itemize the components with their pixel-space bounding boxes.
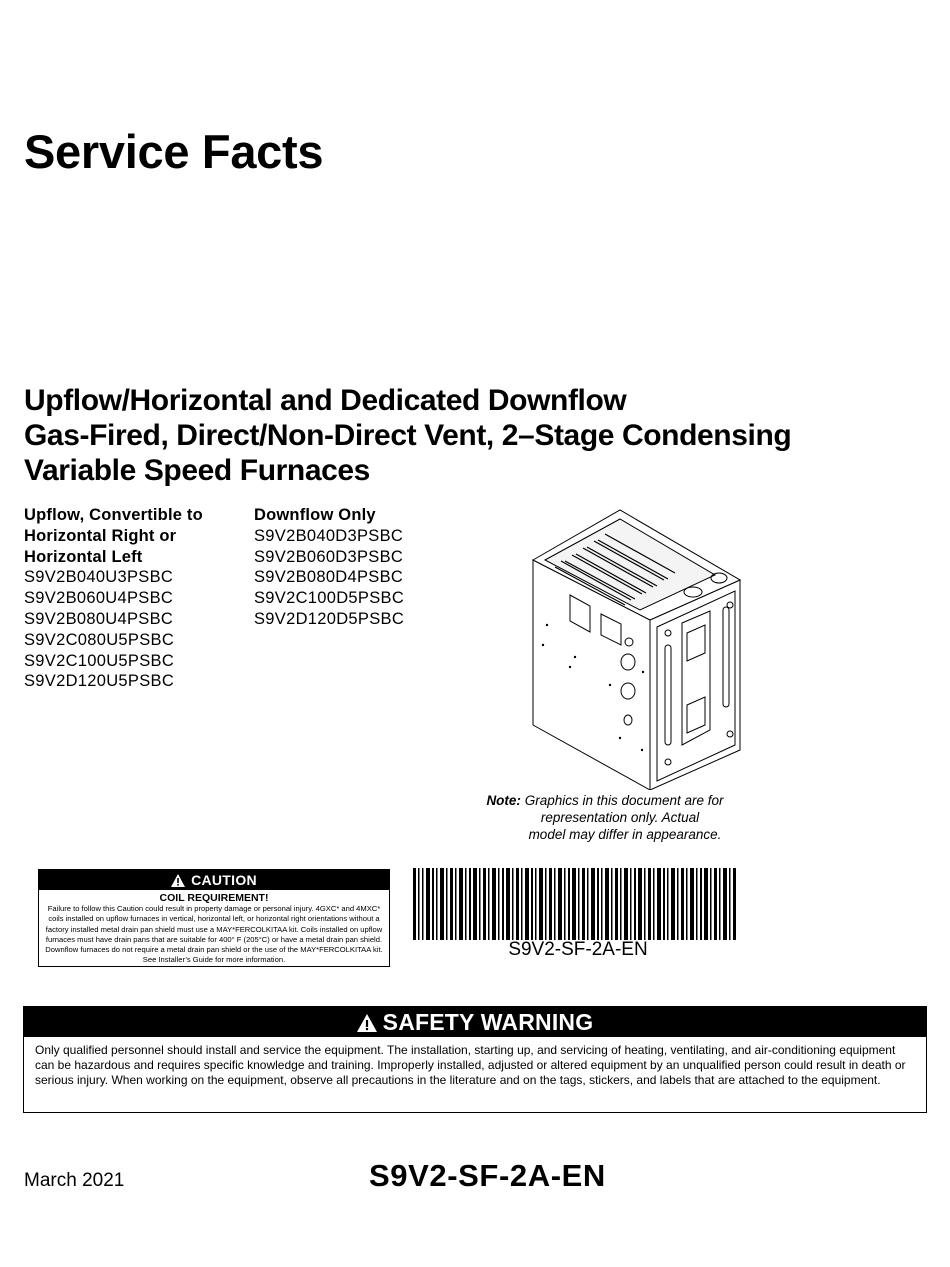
downflow-header: Downflow Only bbox=[254, 506, 376, 524]
model-number: S9V2B080D4PSBC bbox=[254, 568, 404, 587]
caution-header bbox=[39, 870, 389, 890]
upflow-models-list bbox=[24, 505, 203, 692]
note-line: Graphics in this document are for bbox=[524, 793, 724, 808]
model-number: S9V2D120D5PSBC bbox=[254, 609, 405, 628]
note-line: model may differ in appearance. bbox=[528, 827, 722, 842]
model-number: S9V2C100U5PSBC bbox=[24, 651, 175, 670]
subtitle-line: Variable Speed Furnaces bbox=[24, 454, 370, 487]
caution-box bbox=[38, 869, 390, 967]
upflow-header-line: Horizontal Left bbox=[24, 547, 143, 566]
model-number: S9V2D120U5PSBC bbox=[24, 672, 175, 691]
model-number: S9V2B040U3PSBC bbox=[24, 568, 174, 587]
model-number: S9V2B040D3PSBC bbox=[254, 526, 404, 545]
subtitle-line: Upflow/Horizontal and Dedicated Downflow bbox=[24, 384, 627, 417]
downflow-models-list bbox=[254, 505, 404, 630]
model-number: S9V2B060U4PSBC bbox=[24, 589, 174, 608]
warning-triangle-icon bbox=[357, 1014, 377, 1032]
safety-warning-heading: SAFETY WARNING bbox=[382, 1009, 594, 1035]
barcode bbox=[413, 868, 736, 940]
note-line: representation only. Actual bbox=[540, 810, 700, 825]
subtitle-line: Gas-Fired, Direct/Non-Direct Vent, 2–Stage Condensing bbox=[24, 419, 792, 452]
upflow-header-line: Upflow, Convertible to bbox=[24, 506, 203, 524]
safety-warning-header bbox=[24, 1007, 926, 1037]
safety-warning-box bbox=[23, 1006, 927, 1113]
document-subtitle bbox=[24, 383, 791, 488]
document-number: S9V2-SF-2A-EN bbox=[369, 1158, 606, 1193]
furnace-illustration bbox=[525, 505, 755, 790]
caution-body: Failure to follow this Caution could result in property damage or personal injury. 4GXC* and 4MXC* coils installed on upflow furnaces in vertical, horizontal left, or horizontal right orientations without a factory installed metal drain pan shield must use a MAY*FERCOLKITAA kit. Coils installed on upflow furnaces must have drain pans that are suitable for 400° F (205°C) or have a metal drain pan shield. Downflow furnaces do not require a metal drain pan shield or the use of the MAY*FERCOLKITAA kit. See Installer’s Guide for more information. bbox=[45, 904, 383, 965]
model-number: S9V2B080U4PSBC bbox=[24, 609, 174, 628]
figure-note bbox=[470, 792, 740, 843]
document-title: Service Facts bbox=[24, 125, 324, 178]
model-number: S9V2C080U5PSBC bbox=[24, 630, 175, 649]
safety-warning-body: Only qualified personnel should install and service the equipment. The installation, starting up, and servicing of heating, ventilating, and air-conditioning equipment can be hazardous and requires specific knowledge and training. Improperly installed, adjusted or altered equipment by an unqualified person could result in death or serious injury. When working on the equipment, observe all precautions in the literature and on the tags, stickers, and labels that are attached to the equipment. bbox=[35, 1043, 906, 1087]
note-label: Note: bbox=[486, 793, 521, 808]
upflow-header-line: Horizontal Right or bbox=[24, 526, 177, 545]
publication-date: March 2021 bbox=[24, 1170, 125, 1191]
model-number: S9V2C100D5PSBC bbox=[254, 589, 405, 608]
warning-triangle-icon bbox=[171, 874, 185, 887]
caution-subheading: COIL REQUIREMENT! bbox=[159, 892, 269, 904]
barcode-label: S9V2-SF-2A-EN bbox=[508, 939, 648, 960]
model-number: S9V2B060D3PSBC bbox=[254, 547, 404, 566]
caution-heading: CAUTION bbox=[191, 872, 257, 888]
